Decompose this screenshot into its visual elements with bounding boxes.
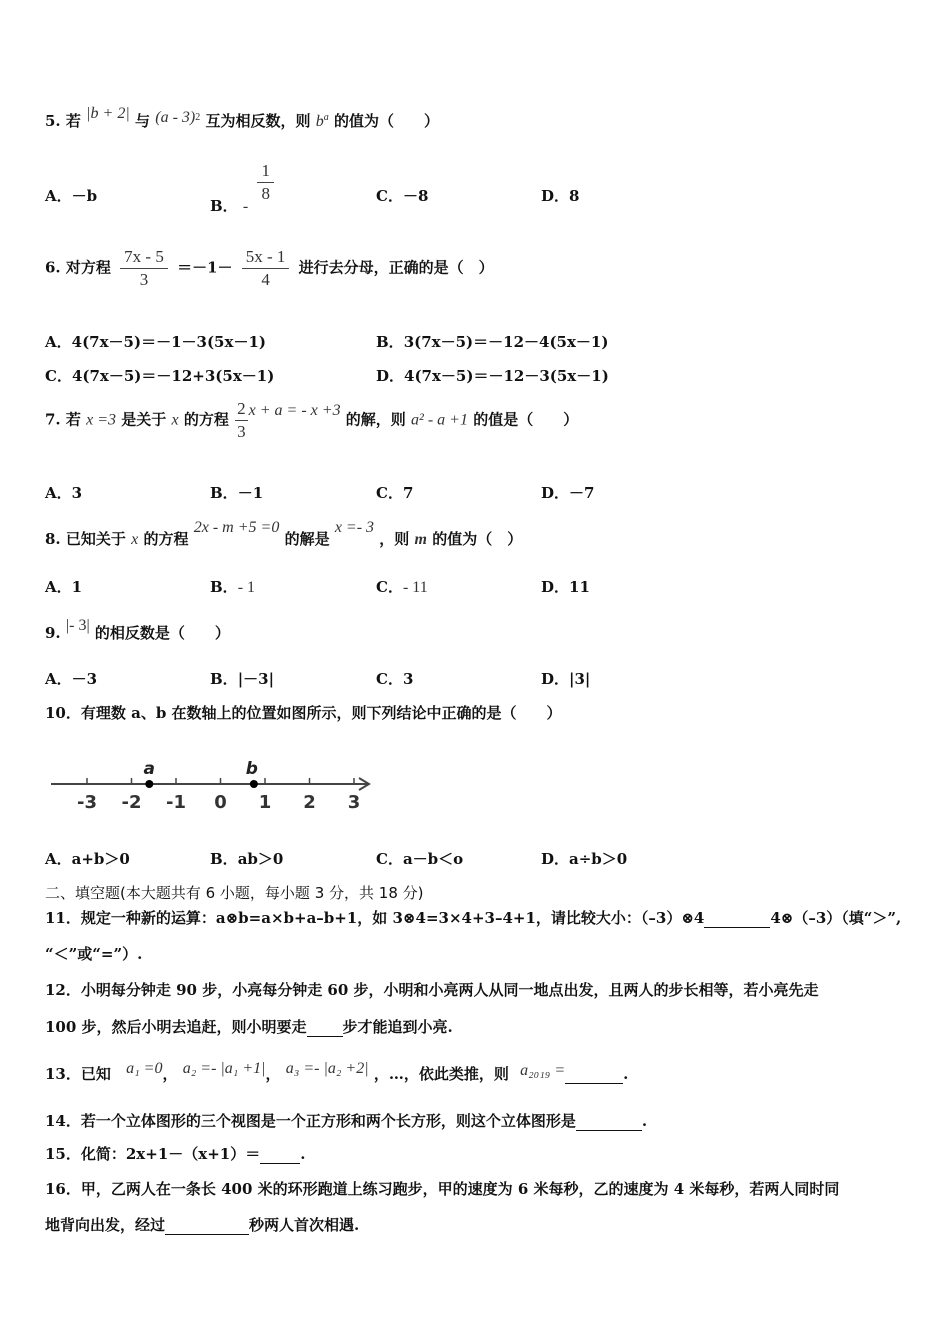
option-text: 8 [569, 187, 580, 205]
option-text: －7 [569, 484, 595, 502]
question-5 [45, 105, 439, 131]
number-line-tick-label: 1 [258, 792, 272, 813]
option-text: a+b＞0 [71, 850, 130, 868]
question-10: 10．有理数 a、b 在数轴上的位置如图所示，则下列结论中正确的是（ ） [45, 704, 562, 722]
q14-tail: . [641, 1112, 648, 1130]
q9-option-b [210, 668, 274, 689]
q7-equation: x + a = - x +3 [248, 401, 341, 419]
q8-mid: 的方程 [143, 530, 189, 548]
q7-tail: 的值是（ ） [473, 410, 579, 429]
q13-a2: a₂ =- |a₁ +1| [182, 1060, 266, 1077]
option-text: 4(7x－5)＝－12+3(5x－1) [71, 367, 275, 385]
q12-tail: 步才能追到小亮. [342, 1018, 453, 1036]
option-label: A． [45, 670, 72, 688]
q5-option-b-fraction [257, 160, 274, 205]
option-label: B． [210, 196, 238, 215]
q8-solution: x =- 3 [334, 519, 375, 536]
option-text: 3(7x－5)＝－12－4(5x－1) [403, 333, 609, 351]
point-a-marker [145, 780, 153, 788]
question-11-line-1 [45, 907, 901, 928]
question-16-line-1: 16．甲，乙两人在一条长 400 米的环形跑道上练习跑步，甲的速度为 6 米每秒，乙的速度为 4 米每秒，若两人同时同 [45, 1180, 840, 1198]
option-text: 7 [402, 484, 414, 502]
number-line-tick-label: 3 [347, 792, 361, 813]
option-label: D． [541, 187, 570, 205]
q16-text: 地背向出发，经过 [45, 1216, 166, 1234]
q10-option-b [210, 848, 283, 869]
option-text: －b [71, 187, 98, 205]
q5-option-d [541, 185, 579, 206]
option-text: ab＞0 [237, 850, 284, 868]
q5-base: b [315, 113, 324, 130]
q5-mid: 与 [134, 112, 150, 130]
q13-mid: ，…，依此类推，则 [373, 1065, 509, 1083]
q5-base-exp: a [323, 112, 329, 123]
q7-option-d [541, 482, 594, 503]
question-7 [45, 398, 578, 443]
fraction-numerator: 1 [257, 160, 274, 183]
q5-square-expr: (a - 3) [155, 109, 196, 126]
question-12-line-1: 12．小明每分钟走 90 步，小亮每分钟走 60 步，小明和小亮两人从同一地点出发，且两人的步长相等，若小亮先走 [45, 981, 819, 999]
q7-option-b [210, 482, 263, 503]
number-line-tick-label: -2 [121, 792, 142, 813]
q6-option-b [376, 331, 608, 352]
q6-option-c [45, 365, 274, 386]
question-13: 13．已知 a₁ =0， a₂ =- |a₁ +1|， a₃ =- |a₂ +2| ，…，依此类推，则 a₂₀₁₉ = . [45, 1060, 629, 1083]
q11-text: 11．规定一种新的运算：a⊗b=a×b+a–b+1，如 3⊗4=3×4+3–4+1，请比较大小：（–3）⊗4 [45, 909, 705, 927]
number-line-tick-label: 0 [214, 792, 227, 813]
q5-abs-expr: |b + 2| [86, 105, 130, 122]
option-label: D． [541, 850, 570, 868]
option-label: A． [45, 333, 72, 351]
section-heading: 二、填空题(本大题共有 6 小题，每小题 3 分，共 18 分) [45, 884, 424, 902]
q12-answer-blank[interactable] [307, 1020, 343, 1037]
option-minus-sign: - [242, 197, 249, 215]
q6-option-a [45, 331, 266, 352]
option-label: D． [541, 484, 570, 502]
option-label: B． [210, 670, 238, 688]
question-12-line-2 [45, 1016, 453, 1037]
option-text: －1 [237, 484, 264, 502]
option-label: B． [210, 850, 238, 868]
q8-variable: x [131, 531, 139, 548]
q15-answer-blank[interactable] [260, 1147, 300, 1164]
option-text: a－b＜o [402, 850, 464, 868]
question-14 [45, 1110, 647, 1131]
question-6 [45, 246, 494, 291]
option-text: －8 [402, 187, 429, 205]
option-text: a÷b＞0 [569, 850, 628, 868]
q6-fraction-1 [120, 246, 168, 291]
option-label: C． [376, 484, 403, 502]
option-label: D． [541, 578, 570, 596]
fraction-numerator: 7x - 5 [120, 246, 168, 269]
fraction-denominator: 3 [237, 422, 246, 441]
option-label: D． [376, 367, 405, 385]
q5-tail: 的值为（ ） [333, 112, 439, 130]
q7-variable: x [171, 411, 179, 429]
q7-option-c [376, 482, 413, 503]
fraction-numerator: 2 [235, 398, 248, 421]
number-line-tick-label: -1 [166, 792, 186, 813]
q8-option-d [541, 576, 590, 597]
q9-number: 9. [45, 624, 61, 642]
option-label: D． [541, 670, 570, 688]
number-line-tick-label: 2 [303, 792, 316, 813]
option-text: 3 [402, 670, 414, 688]
option-text: 4(7x－5)＝－1－3(5x－1) [71, 333, 266, 351]
q5-option-b [210, 160, 278, 215]
q6-fraction-2 [242, 246, 290, 291]
point-b-marker [250, 780, 258, 788]
q6-post: 进行去分母，正确的是（ ） [298, 258, 494, 277]
option-text: - 1 [237, 579, 256, 596]
q7-post: 的解，则 [345, 410, 406, 429]
option-text: |－3| [237, 670, 275, 688]
q7-condition: x =3 [86, 411, 117, 429]
q14-text: 14．若一个立体图形的三个视图是一个正方形和两个长方形，则这个立体图形是 [45, 1112, 576, 1130]
option-label: C． [376, 187, 403, 205]
option-label: A． [45, 578, 72, 596]
q7-fraction [235, 398, 248, 443]
q13-a1: a₁ =0 [126, 1060, 163, 1077]
q9-post: 的相反数是（ ） [94, 624, 230, 642]
option-label: C． [45, 367, 72, 385]
q10-option-c [376, 848, 463, 869]
q7-option-a [45, 482, 82, 503]
number-line-figure [45, 755, 385, 825]
q9-absolute-value: |- 3| [65, 617, 90, 634]
q5-pre: 若 [65, 112, 81, 130]
q7-mid2: 的方程 [183, 410, 229, 429]
q15-text: 15．化简：2x+1－（x+1）＝ [45, 1145, 261, 1163]
q9-option-a [45, 668, 97, 689]
question-8 [45, 519, 523, 549]
question-9 [45, 617, 230, 643]
q7-expression: a² - a +1 [411, 411, 468, 429]
q13-pre: 13．已知 [45, 1065, 111, 1083]
q6-mid: ＝－1－ [177, 258, 233, 277]
option-label: B． [376, 333, 404, 351]
q8-pre: 已知关于 [65, 530, 126, 548]
option-label: A． [45, 484, 72, 502]
q8-number: 8. [45, 530, 61, 548]
q5-post: 互为相反数，则 [205, 112, 311, 130]
q7-mid: 是关于 [121, 410, 167, 429]
q5-number: 5. [45, 112, 61, 130]
q6-pre: 对方程 [65, 258, 111, 277]
option-label: A． [45, 850, 72, 868]
option-text: 11 [569, 578, 590, 596]
q16-answer-blank[interactable] [165, 1218, 249, 1235]
option-text: |3| [569, 670, 591, 688]
fraction-numerator: 5x - 1 [242, 246, 290, 269]
q9-option-d [541, 668, 590, 689]
option-label: C． [376, 670, 403, 688]
q5-option-c [376, 185, 428, 206]
q8-option-a [45, 576, 82, 597]
q16-tail: 秒两人首次相遇. [249, 1216, 360, 1234]
option-text: - 11 [402, 579, 428, 596]
q8-mid2: 的解是 [284, 530, 330, 548]
q8-equation: 2x - m +5 =0 [193, 519, 280, 536]
question-15 [45, 1143, 305, 1164]
question-16-line-2 [45, 1214, 359, 1235]
option-text: 4(7x－5)＝－12－3(5x－1) [404, 367, 609, 385]
option-label: B． [210, 484, 238, 502]
q12-text: 100 步，然后小明去追赶，则小明要走 [45, 1018, 307, 1036]
option-label: C． [376, 850, 403, 868]
q5-option-a [45, 185, 97, 206]
q6-option-d [376, 365, 609, 386]
q11-answer-blank[interactable] [704, 911, 770, 928]
q13-a2019: a₂₀₁₉ = [520, 1062, 566, 1079]
q8-post: ，则 [379, 530, 410, 548]
q14-answer-blank[interactable] [576, 1114, 642, 1131]
question-11-line-2: “＜”或“=”）. [45, 945, 143, 963]
q8-option-c [376, 576, 428, 597]
option-text: 3 [71, 484, 83, 502]
number-line-tick-label: -3 [77, 792, 97, 813]
q10-option-d [541, 848, 627, 869]
q5-exponent: 2 [195, 112, 201, 123]
q13-answer-blank[interactable] [565, 1067, 623, 1084]
q9-option-c [376, 668, 413, 689]
q11-tail: 4⊗（–3）（填“＞”, [770, 909, 902, 927]
fraction-denominator: 3 [139, 270, 149, 289]
q8-m: m [414, 531, 427, 548]
point-a-label: a [143, 759, 156, 779]
q7-pre: 若 [65, 410, 81, 429]
q13-a3: a₃ =- |a₂ +2| [285, 1060, 369, 1077]
q7-number: 7. [45, 410, 61, 429]
fraction-denominator: 4 [261, 270, 270, 289]
q13-tail: . [623, 1065, 629, 1083]
q6-number: 6. [45, 258, 61, 277]
option-text: 1 [71, 578, 83, 596]
q15-tail: . [300, 1145, 306, 1163]
fraction-denominator: 8 [261, 184, 270, 203]
option-label: B． [210, 578, 238, 596]
q8-option-b [210, 576, 255, 597]
point-b-label: b [245, 759, 258, 779]
option-label: C． [376, 578, 403, 596]
option-text: －3 [71, 670, 98, 688]
q8-tail: 的值为（ ） [432, 530, 523, 548]
option-label: A． [45, 187, 72, 205]
q10-option-a [45, 848, 130, 869]
